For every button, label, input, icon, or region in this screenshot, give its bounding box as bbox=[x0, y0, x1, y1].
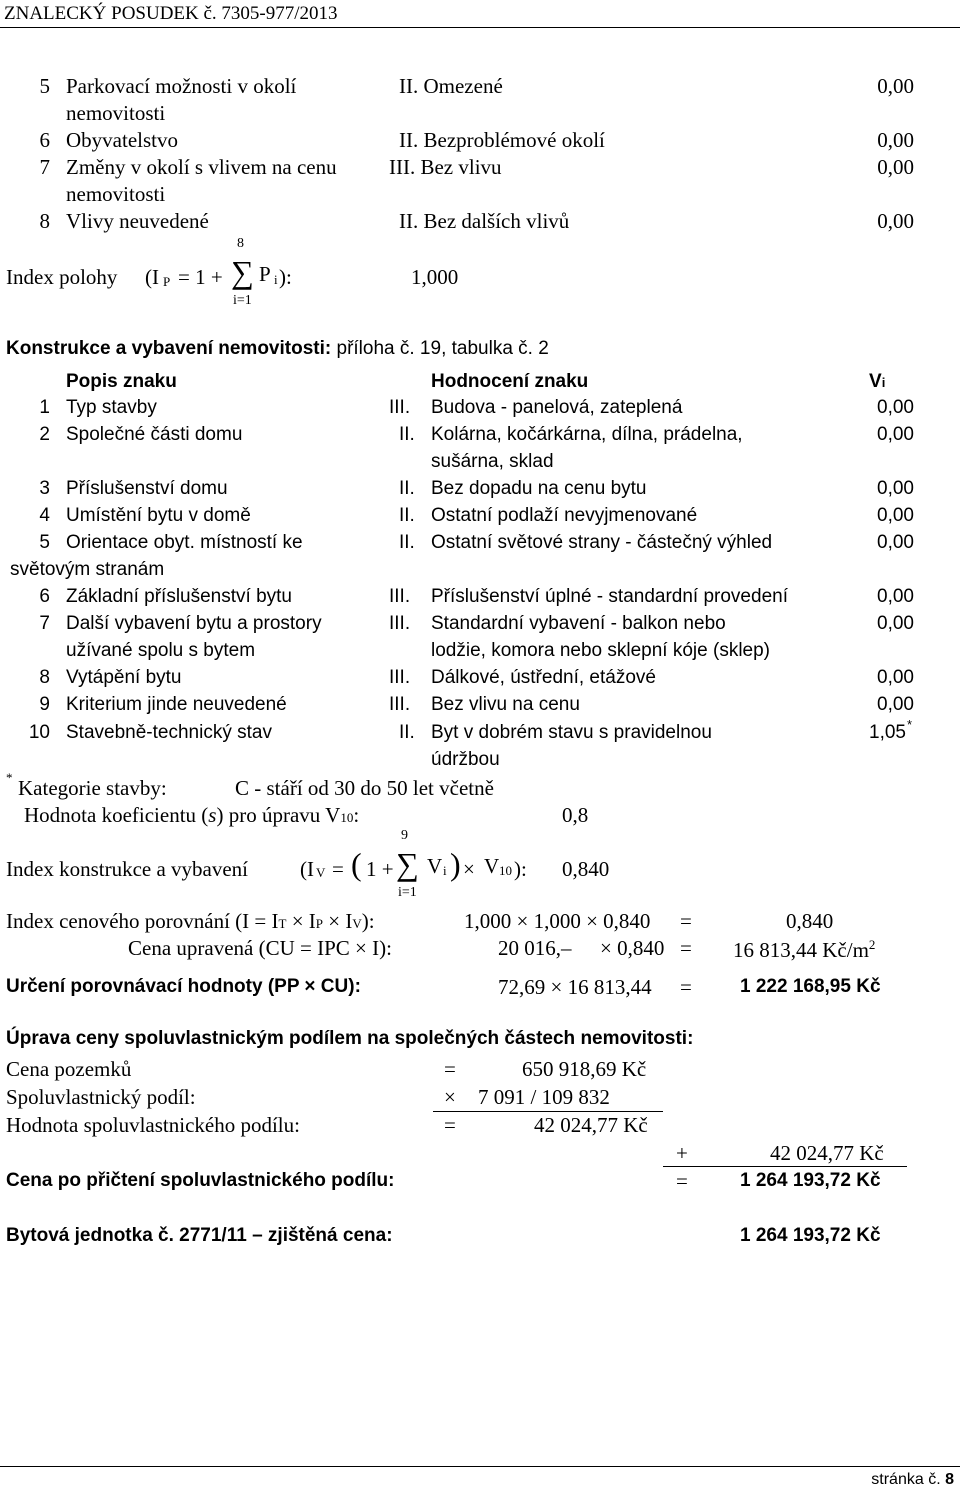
index-cen-sub-v: V bbox=[352, 916, 362, 931]
row-label: Příslušenství domu bbox=[66, 478, 228, 499]
row-value: 0,00 bbox=[877, 532, 914, 553]
row-grade: II. bbox=[399, 532, 415, 553]
formula-subscript: V bbox=[316, 865, 326, 880]
page-label: stránka č. bbox=[871, 1471, 941, 1488]
formula-subscript: i bbox=[443, 863, 447, 878]
equals-sign: = bbox=[680, 975, 692, 999]
urceni-calc: 72,69 × 16 813,44 bbox=[498, 975, 652, 999]
sum-upper: 8 bbox=[237, 236, 244, 251]
row-rating: II. Bez dalších vlivů bbox=[399, 209, 570, 233]
kategorie-label: Kategorie stavby: bbox=[18, 776, 167, 800]
row-rating: III. Bez vlivu bbox=[389, 155, 502, 179]
final-label: Bytová jednotka č. 2771/11 – zjištěná cena: bbox=[6, 1225, 393, 1246]
plus-value: 42 024,77 Kč bbox=[770, 1141, 884, 1165]
row-label-cont: užívané spolu s bytem bbox=[66, 640, 256, 661]
section-heading bbox=[6, 339, 549, 358]
row-rating: Příslušenství úplné - standardní provedení bbox=[431, 586, 788, 607]
koeficient-symbol: s bbox=[208, 803, 217, 827]
row-grade: II. bbox=[399, 722, 415, 743]
row-label-cont: nemovitosti bbox=[66, 182, 166, 206]
row-label: Orientace obyt. místností ke bbox=[66, 532, 303, 553]
row-number: 8 bbox=[39, 209, 50, 233]
sum-underline bbox=[433, 1111, 663, 1112]
row-number: 7 bbox=[39, 155, 50, 179]
row-rating: Byt v dobrém stavu s pravidelnou bbox=[431, 722, 712, 743]
row-rating: Kolárna, kočárkárna, dílna, prádelna, bbox=[431, 424, 743, 445]
row-rating: Dálkové, ústřední, etážové bbox=[431, 667, 656, 688]
row-label: Společné části domu bbox=[66, 424, 243, 445]
equals-sign: = bbox=[676, 1169, 688, 1193]
equals-sign: = bbox=[680, 936, 692, 960]
index-cen-label: Index cenového porovnání (I = I bbox=[6, 909, 279, 933]
row-rating: II. Omezené bbox=[399, 74, 503, 98]
row-number: 5 bbox=[39, 532, 50, 553]
footnote-mark: * bbox=[6, 770, 13, 785]
row-grade: III. bbox=[389, 586, 411, 607]
uprava-row-op: = bbox=[444, 1057, 456, 1081]
equals-sign: = bbox=[680, 909, 692, 933]
document-header-title: ZNALECKÝ POSUDEK č. 7305-977/2013 bbox=[4, 3, 338, 24]
row-grade: II. bbox=[399, 505, 415, 526]
index-cen-sub-t: T bbox=[278, 916, 287, 931]
after-value: 1 264 193,72 Kč bbox=[740, 1170, 881, 1191]
row-label: Typ stavby bbox=[66, 397, 157, 418]
row-rating: Bez vlivu na cenu bbox=[431, 694, 580, 715]
row-value: 0,00 bbox=[877, 613, 914, 634]
times-icon: × bbox=[328, 909, 341, 933]
formula-subscript: 10 bbox=[499, 863, 512, 878]
row-rating-cont: údržbou bbox=[431, 749, 500, 770]
page-number: 8 bbox=[945, 1471, 954, 1488]
row-value: 0,00 bbox=[877, 397, 914, 418]
section-heading-ref: příloha č. 19, tabulka č. 2 bbox=[336, 338, 549, 359]
urceni-label: Určení porovnávací hodnoty (PP × CU): bbox=[6, 976, 361, 997]
column-header-hodnoceni: Hodnocení znaku bbox=[431, 371, 589, 392]
row-value: 0,00 bbox=[877, 586, 914, 607]
index-cen-calc: 1,000 × 1,000 × 0,840 bbox=[464, 909, 651, 933]
row-value: 0,00 bbox=[877, 128, 914, 152]
index-cen-result: 0,840 bbox=[786, 909, 834, 933]
row-grade: III. bbox=[389, 613, 411, 634]
row-value: 0,00 bbox=[877, 155, 914, 179]
row-value: 1,05 bbox=[869, 722, 906, 743]
uprava-row-label: Spoluvlastnický podíl: bbox=[6, 1085, 196, 1109]
row-label: Další vybavení bytu a prostory bbox=[66, 613, 322, 634]
cena-upr-result-text: 16 813,44 Kč/m bbox=[733, 938, 869, 962]
row-value: 0,00 bbox=[877, 209, 914, 233]
times-icon: × bbox=[291, 909, 304, 933]
footnote-mark: * bbox=[907, 717, 913, 732]
formula-label bbox=[6, 911, 375, 932]
row-label: Kriterium jinde neuvedené bbox=[66, 694, 287, 715]
formula-term: V bbox=[484, 854, 500, 878]
row-value: 0,00 bbox=[877, 424, 914, 445]
formula-label: Index polohy bbox=[6, 265, 118, 289]
cena-upr-result-sup: 2 bbox=[868, 937, 876, 952]
cena-upr-result bbox=[733, 938, 875, 961]
formula-open: (I bbox=[145, 265, 159, 289]
row-number: 6 bbox=[39, 128, 50, 152]
after-label: Cena po přičtení spoluvlastnického podílu: bbox=[6, 1170, 395, 1191]
row-label-cont: světovým stranám bbox=[10, 559, 165, 580]
formula-one-plus: 1 + bbox=[366, 857, 394, 881]
row-label: Základní příslušenství bytu bbox=[66, 586, 292, 607]
uprava-row-op: = bbox=[444, 1113, 456, 1137]
formula-close: ): bbox=[279, 265, 292, 289]
koeficient-colon: : bbox=[353, 803, 360, 827]
sum-lower: i=1 bbox=[398, 885, 417, 900]
index-konstrukce-value: 0,840 bbox=[562, 857, 610, 881]
uprava-row-label: Hodnota spoluvlastnického podílu: bbox=[6, 1113, 300, 1137]
row-value: 0,00 bbox=[877, 667, 914, 688]
row-label: Parkovací možnosti v okolí bbox=[66, 74, 297, 98]
row-number: 3 bbox=[39, 478, 50, 499]
index-cen-close: ): bbox=[361, 909, 375, 933]
formula-eq: = 1 + bbox=[178, 265, 223, 289]
sum-icon: ∑ bbox=[231, 254, 254, 290]
section-heading: Úprava ceny spoluvlastnickým podílem na společných částech nemovitosti: bbox=[6, 1028, 694, 1049]
formula-close: ): bbox=[514, 857, 527, 881]
koeficient-value: 0,8 bbox=[562, 803, 589, 827]
page-footer bbox=[871, 1472, 954, 1488]
kategorie-value: C - stáří od 30 do 50 let včetně bbox=[235, 776, 494, 800]
row-label-cont: nemovitosti bbox=[66, 101, 166, 125]
row-rating: Bez dopadu na cenu bytu bbox=[431, 478, 647, 499]
row-rating: Ostatní podlaží nevyjmenované bbox=[431, 505, 698, 526]
row-number: 7 bbox=[39, 613, 50, 634]
urceni-result: 1 222 168,95 Kč bbox=[740, 976, 881, 997]
index-cen-ip: I bbox=[308, 909, 316, 933]
row-label: Vlivy neuvedené bbox=[66, 209, 209, 233]
row-number: 6 bbox=[39, 586, 50, 607]
sum-upper: 9 bbox=[401, 828, 408, 843]
row-number: 8 bbox=[39, 667, 50, 688]
formula-label: Index konstrukce a vybavení bbox=[6, 857, 249, 881]
header-divider bbox=[0, 27, 960, 28]
sum-icon: ∑ bbox=[396, 846, 419, 882]
row-rating: Budova - panelová, zateplená bbox=[431, 397, 683, 418]
row-label: Obyvatelstvo bbox=[66, 128, 178, 152]
row-value: 0,00 bbox=[877, 505, 914, 526]
sum-lower: i=1 bbox=[233, 293, 252, 308]
formula-subscript: i bbox=[274, 272, 278, 287]
uprava-row-value: 42 024,77 Kč bbox=[534, 1113, 648, 1137]
formula-subscript: P bbox=[163, 274, 171, 289]
footer-divider bbox=[0, 1466, 960, 1467]
row-grade: III. bbox=[389, 667, 411, 688]
uprava-row-value: 650 918,69 Kč bbox=[522, 1057, 647, 1081]
koeficient-label bbox=[24, 805, 359, 826]
row-label: Vytápění bytu bbox=[66, 667, 182, 688]
formula-eq: = bbox=[332, 857, 344, 881]
plus-sign: + bbox=[676, 1141, 688, 1165]
row-rating: Standardní vybavení - balkon nebo bbox=[431, 613, 726, 634]
row-value: 0,00 bbox=[877, 74, 914, 98]
formula-open: (I bbox=[300, 857, 314, 881]
koeficient-label-a: Hodnota koeficientu ( bbox=[24, 803, 209, 827]
koeficient-label-b: ) pro úpravu V bbox=[216, 803, 341, 827]
section-heading-bold: Konstrukce a vybavení nemovitosti: bbox=[6, 338, 332, 359]
row-number: 9 bbox=[39, 694, 50, 715]
row-grade: III. bbox=[389, 694, 411, 715]
index-cen-sub-p: P bbox=[315, 916, 324, 931]
total-underline bbox=[663, 1166, 907, 1167]
row-grade: II. bbox=[399, 424, 415, 445]
uprava-row-label: Cena pozemků bbox=[6, 1057, 132, 1081]
row-number: 1 bbox=[39, 397, 50, 418]
koeficient-subscript: 10 bbox=[340, 810, 354, 825]
formula-label: Cena upravená (CU = IPC × I): bbox=[128, 936, 392, 960]
column-header-v bbox=[869, 372, 885, 391]
column-header-v-sub: i bbox=[881, 375, 886, 390]
row-value: 0,00 bbox=[877, 694, 914, 715]
formula-term: V bbox=[427, 854, 443, 878]
row-rating-cont: lodžie, komora nebo sklepní kóje (sklep) bbox=[431, 640, 771, 661]
row-number: 4 bbox=[39, 505, 50, 526]
row-rating-cont: sušárna, sklad bbox=[431, 451, 554, 472]
formula-paren-right: ) bbox=[450, 846, 461, 882]
formula-paren-left: ( bbox=[351, 846, 362, 882]
row-number: 5 bbox=[39, 74, 50, 98]
column-header-v-letter: V bbox=[869, 371, 882, 392]
row-grade: III. bbox=[389, 397, 411, 418]
final-value: 1 264 193,72 Kč bbox=[740, 1225, 881, 1246]
row-grade: II. bbox=[399, 478, 415, 499]
times-icon: × bbox=[463, 857, 475, 881]
uprava-row-op: × bbox=[444, 1085, 456, 1109]
row-label: Stavebně-technický stav bbox=[66, 722, 272, 743]
row-rating: Ostatní světové strany - částečný výhled bbox=[431, 532, 773, 553]
cena-upr-factor: × 0,840 bbox=[600, 936, 665, 960]
row-value: 0,00 bbox=[877, 478, 914, 499]
cena-upr-base: 20 016,– bbox=[498, 936, 572, 960]
uprava-row-value: 7 091 / 109 832 bbox=[478, 1085, 610, 1109]
row-number: 10 bbox=[28, 722, 50, 743]
row-number: 2 bbox=[39, 424, 50, 445]
row-label: Umístění bytu v domě bbox=[66, 505, 251, 526]
row-rating: II. Bezproblémové okolí bbox=[399, 128, 605, 152]
index-cen-iv: I bbox=[345, 909, 353, 933]
formula-term: P bbox=[259, 262, 271, 286]
index-polohy-value: 1,000 bbox=[411, 265, 459, 289]
row-label: Změny v okolí s vlivem na cenu bbox=[66, 155, 337, 179]
column-header-popis: Popis znaku bbox=[66, 371, 177, 392]
